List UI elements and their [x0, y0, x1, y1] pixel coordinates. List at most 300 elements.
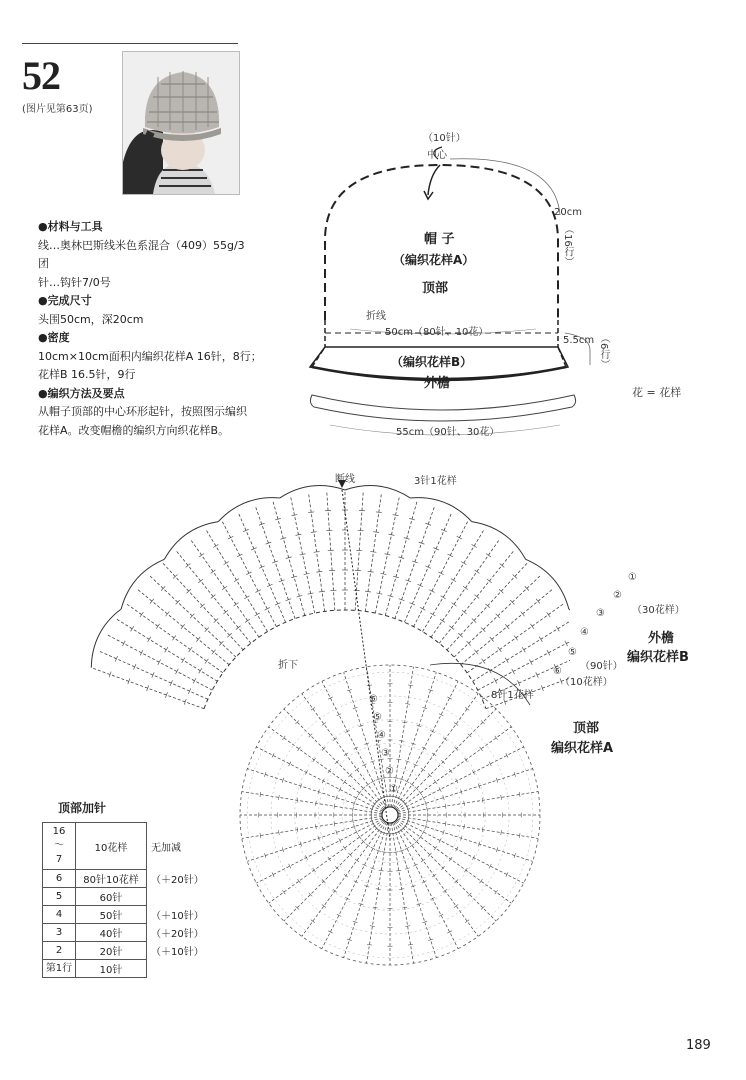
brim-crossbar	[265, 607, 270, 610]
brim-crossbar	[224, 562, 229, 565]
brim-crossbar	[365, 591, 371, 592]
brim-crossbar	[181, 624, 185, 629]
top-crossbar	[316, 824, 317, 829]
pattern-b-chart-title: 编织花样B	[627, 650, 689, 665]
top-crossbar	[298, 747, 301, 751]
top-crossbar	[371, 780, 375, 782]
brim-crossbar	[140, 612, 143, 617]
brim-crossbar	[486, 553, 491, 556]
top-crossbar	[422, 830, 424, 834]
top-crossbar	[419, 835, 422, 839]
top-crossbar	[311, 707, 315, 710]
top-crossbar	[355, 830, 357, 834]
top-crossbar	[447, 697, 451, 699]
top-crossbar	[344, 753, 348, 756]
brim-rows-label: （6行）	[598, 333, 609, 370]
st10-label: （10花样）	[560, 677, 613, 688]
top-stitch	[395, 694, 478, 809]
pattern-number: 52	[22, 53, 60, 98]
brim-crossbar	[198, 579, 203, 583]
brim-crossbar	[148, 637, 151, 642]
top-crossbar	[358, 791, 361, 795]
top-crossbar	[421, 768, 425, 771]
top-crossbar	[427, 818, 428, 823]
top-crossbar	[322, 847, 324, 851]
brim-crossbar	[373, 532, 379, 533]
top-crossbar	[344, 874, 348, 877]
top-crossbar	[337, 914, 341, 916]
top-crossbar	[405, 703, 410, 704]
brim-crossbar	[186, 564, 191, 568]
brim-crossbar	[522, 647, 525, 652]
row-number: 3	[43, 924, 76, 942]
top-crossbar	[464, 758, 467, 762]
top-crossbar	[456, 847, 458, 851]
top-crossbar	[355, 859, 359, 862]
top-crossbar	[501, 830, 502, 835]
table-row	[43, 870, 218, 888]
top-crossbar	[501, 795, 502, 800]
top-crossbar	[393, 852, 398, 853]
top-round-number: ③	[381, 748, 390, 759]
top-crossbar	[402, 722, 407, 723]
fold-down-label: 折下	[278, 660, 298, 671]
increase-note: （＋10针）	[151, 911, 204, 922]
brim-crossbar	[536, 599, 540, 604]
yarn-line-2: 团	[38, 257, 49, 270]
top-crossbar	[413, 864, 417, 866]
stitch-count: 60针	[76, 888, 147, 906]
top-crossbar	[367, 685, 372, 686]
brim-crossbar	[370, 552, 376, 553]
top-crossbar	[419, 791, 422, 795]
brim-scallop	[526, 559, 569, 609]
top-crossbar	[408, 944, 413, 945]
brim-crossbar	[131, 626, 134, 631]
brim-label: 外檐	[424, 376, 451, 391]
top-crossbar	[427, 807, 428, 812]
top-crossbar	[260, 833, 261, 838]
stitch-count: 80针10花样	[76, 870, 147, 888]
page-number: 189	[686, 1038, 711, 1053]
top-crossbar	[445, 804, 446, 809]
top-crossbar	[353, 807, 354, 812]
top-crossbar	[408, 685, 413, 686]
brim-crossbar	[461, 562, 466, 565]
top-crossbar	[443, 889, 447, 892]
top-crossbar	[422, 796, 424, 800]
size-line: 头围50cm，深20cm	[38, 312, 144, 326]
top-crossbar	[278, 795, 279, 800]
top-stitch	[398, 816, 538, 838]
table-row	[43, 960, 218, 978]
top-crossbar	[333, 889, 337, 892]
increase-table	[42, 822, 218, 978]
top-stitch	[392, 672, 436, 807]
top-crossbar	[345, 730, 349, 732]
repeat-b-label: 3针1花样	[414, 476, 457, 487]
brim-crossbar	[438, 572, 443, 575]
top-crossbar	[519, 792, 520, 797]
stitch-count: 10花样	[76, 823, 147, 870]
brim-crossbar	[463, 586, 468, 589]
top-stitch	[396, 821, 496, 921]
top-crossbar	[382, 852, 387, 853]
brim-crossbar	[308, 512, 314, 513]
brim-crossbar	[182, 658, 185, 663]
top-crossbar	[506, 872, 508, 876]
pattern-a-label: （编织花样A）	[393, 253, 475, 267]
top-crossbar	[322, 779, 324, 783]
row-number: 5	[43, 888, 76, 906]
brim-crossbar	[246, 572, 251, 575]
top-stitch	[284, 821, 384, 921]
brim-crossbar	[255, 613, 260, 616]
top-crossbar	[313, 758, 316, 762]
top-stitch	[396, 709, 496, 809]
brim-crossbar	[376, 512, 382, 513]
size-heading: ●完成尺寸	[38, 294, 92, 307]
top-stitch	[269, 820, 384, 903]
top-crossbar	[422, 881, 426, 883]
brim-crossbar	[158, 659, 161, 664]
top-crossbar	[328, 931, 332, 933]
brim-crossbar	[319, 591, 325, 592]
brim-crossbar	[234, 579, 239, 582]
increase-note: （＋20针）	[151, 875, 204, 886]
top-crossbar	[405, 780, 409, 782]
photo-reference: (图片见第63页)	[22, 104, 93, 115]
top-crossbar	[297, 827, 298, 832]
top-crossbar	[430, 897, 434, 899]
brim-scallop	[569, 609, 570, 668]
top-crossbar	[405, 847, 409, 849]
brim-crossbar	[193, 678, 196, 683]
row-number: 第1行	[43, 960, 76, 978]
top-crossbar	[370, 926, 375, 927]
brim-scallop	[345, 486, 410, 498]
pattern-b-label: （编织花样B）	[391, 355, 473, 369]
brim-crossbar	[122, 641, 125, 646]
top-crossbar	[432, 874, 436, 877]
st30-label: （30花样）	[632, 605, 685, 616]
top-crossbar	[482, 827, 483, 832]
brim-round-number: ④	[580, 627, 589, 638]
top-crossbar	[272, 872, 274, 876]
top-crossbar	[379, 870, 384, 871]
increase-note: （＋20针）	[151, 929, 204, 940]
top-chart-title: 顶部	[573, 721, 600, 736]
top-crossbar	[439, 838, 441, 842]
top-crossbar	[278, 830, 279, 835]
top-stitch	[391, 823, 413, 963]
top-crossbar	[355, 796, 357, 800]
top-stitch	[398, 792, 538, 814]
top-crossbar	[434, 846, 437, 850]
top-crossbar	[337, 714, 341, 716]
top-round-number: ⑤	[373, 712, 382, 723]
top-crossbar	[495, 736, 498, 740]
top-crossbar	[366, 844, 370, 847]
top-crossbar	[447, 931, 451, 933]
brim-crossbar	[234, 603, 239, 606]
top-stitch	[367, 823, 389, 963]
top-crossbar	[298, 879, 301, 883]
brim-crossbar	[556, 626, 559, 631]
top-crossbar	[495, 890, 498, 894]
magic-ring	[382, 807, 398, 823]
top-crossbar	[506, 753, 508, 757]
top-stitch	[395, 821, 478, 936]
method-line-1: 从帽子顶部的中心环形起针，按照图示编织	[38, 405, 247, 418]
brim-scallop	[280, 486, 345, 498]
top-crossbar	[393, 778, 398, 779]
top-crossbar	[282, 890, 285, 894]
top-crossbar	[464, 824, 465, 829]
brim-scallop	[410, 498, 471, 522]
brim-crossbar	[189, 647, 192, 652]
top-crossbar	[305, 855, 307, 859]
top-crossbar	[430, 730, 434, 732]
top-crossbar	[355, 768, 359, 771]
top-stitch	[284, 709, 384, 809]
materials-block	[38, 218, 278, 440]
top-stitch	[396, 820, 511, 903]
table-row	[43, 823, 218, 870]
brim-crossbar	[505, 624, 509, 629]
table-row	[43, 924, 218, 942]
top-crossbar	[519, 833, 520, 838]
center-label: 中心	[427, 150, 447, 161]
brim-crossbar	[244, 596, 249, 599]
top-stitch	[344, 823, 388, 958]
top-crossbar	[367, 944, 372, 945]
brim-scallop	[218, 498, 279, 522]
top-crossbar	[260, 792, 261, 797]
top-crossbar	[272, 753, 274, 757]
hook-line: 针…钩针7/0号	[38, 275, 111, 289]
brim-crossbar	[165, 647, 168, 652]
brim-crossbar	[236, 626, 241, 630]
brim-crossbar	[475, 595, 480, 599]
top-crossbar	[396, 759, 401, 760]
row-number: 2	[43, 942, 76, 960]
top-crossbar	[322, 723, 326, 726]
brim-crossbar	[449, 626, 454, 630]
brim-crossbar	[441, 596, 446, 599]
top-crossbar	[333, 738, 337, 741]
brim-crossbar	[140, 650, 143, 655]
brim-crossbar	[430, 613, 435, 616]
break-yarn-label: 断线	[335, 474, 355, 485]
method-heading: ●编织方法及要点	[38, 386, 125, 400]
hat-label: 帽 子	[424, 232, 455, 247]
brim-crossbar	[175, 669, 178, 674]
table-row	[43, 942, 218, 960]
height-label: 20cm	[554, 207, 582, 218]
top-crossbar	[334, 821, 335, 826]
top-crossbar	[313, 868, 316, 872]
top-crossbar	[421, 859, 425, 862]
brim-crossbar	[150, 599, 154, 604]
top-crossbar	[282, 736, 285, 740]
top-crossbar	[311, 920, 315, 923]
method-line-2: 花样A。改变帽檐的编织方向织花样B。	[38, 423, 230, 437]
top-crossbar	[439, 787, 441, 791]
increase-note	[147, 888, 218, 906]
top-crossbar	[405, 926, 410, 927]
stitch-count: 40针	[76, 924, 147, 942]
yarn-line-1: 线…奥林巴斯线米色系混合（409）55g/3	[38, 238, 245, 252]
brim-crossbar	[490, 637, 494, 642]
top-crossbar	[439, 714, 443, 716]
top-stitch	[302, 694, 385, 809]
top-crossbar	[480, 879, 483, 883]
top-crossbar	[410, 783, 414, 786]
top-stitch	[242, 792, 382, 814]
brim-crossbar	[565, 641, 568, 646]
gauge-line-1: 10cm×10cm面积内编织花样A 16针，8行；	[38, 349, 262, 363]
top-crossbar	[343, 846, 346, 850]
circumference-label: 50cm（80针、10花）	[385, 327, 489, 338]
top-crossbar	[489, 864, 491, 868]
stitch-count: 10针	[76, 960, 147, 978]
brim-round-number: ①	[628, 572, 637, 583]
brim-crossbar	[156, 624, 159, 629]
brim-crossbar	[512, 669, 515, 674]
top-stitch	[398, 817, 533, 861]
top-crossbar	[373, 907, 378, 908]
hat-schematic	[290, 125, 630, 445]
brim-crossbar	[199, 553, 204, 556]
brim-crossbar	[530, 624, 533, 629]
brim-strip	[310, 395, 575, 421]
top-crossbar	[465, 707, 469, 710]
brim-crossbar	[420, 607, 425, 610]
top-crossbar	[439, 914, 443, 916]
table-row	[43, 888, 218, 906]
brim-crossbar	[316, 571, 322, 572]
top-crossbar	[322, 905, 326, 908]
brim-crossbar	[223, 610, 228, 614]
top-crossbar	[464, 801, 465, 806]
top-crossbar	[402, 907, 407, 908]
top-stitch	[392, 823, 436, 958]
row-number: 6	[43, 870, 76, 888]
brim-crossbar	[547, 612, 550, 617]
brim-crossbar	[472, 544, 477, 547]
repeat-a-label: 8针1花样	[491, 690, 534, 701]
brim-crossbar	[311, 532, 317, 533]
top-stitch	[247, 817, 382, 861]
top-round-number: ⑥	[369, 694, 378, 705]
top-crossbar	[482, 798, 483, 803]
brim-crossbar	[529, 659, 532, 664]
legend-label: 花 = 花样	[632, 386, 682, 399]
top-crossbar	[289, 762, 291, 766]
top-crossbar	[328, 769, 331, 773]
top-crossbar	[328, 857, 331, 861]
top-round-number: ②	[385, 766, 394, 777]
top-stitch	[398, 769, 533, 813]
top-crossbar	[449, 769, 452, 773]
top-crossbar	[454, 723, 458, 726]
brim-crossbar	[498, 647, 501, 652]
brim-crossbar	[368, 571, 374, 572]
top-round-number: ④	[377, 730, 386, 741]
header-rule	[22, 43, 238, 44]
brim-crossbar	[474, 570, 479, 573]
gauge-line-2: 花样B 16.5针，9行	[38, 368, 136, 381]
brim-crossbar	[205, 659, 208, 664]
gauge-heading: ●密度	[38, 331, 70, 344]
brim-crossbar	[514, 635, 517, 640]
top-round-number: ①	[389, 784, 398, 795]
top-crossbar	[297, 798, 298, 803]
increase-note: （＋10针）	[151, 947, 204, 958]
brim-chart-title: 外檐	[648, 631, 675, 646]
top-crossbar	[434, 780, 437, 784]
top-crossbar	[443, 738, 447, 741]
top-stitch-count: （10针）	[423, 133, 466, 144]
brim-crossbar	[505, 658, 508, 663]
brim-crossbar	[165, 612, 169, 617]
top-crossbar	[410, 844, 414, 847]
brim-crossbar	[482, 659, 485, 664]
brim-crossbar	[255, 590, 260, 593]
top-crossbar	[445, 821, 446, 826]
brim-crossbar	[172, 635, 175, 640]
brim-crossbar	[314, 552, 320, 553]
brim-round-number: ③	[596, 608, 605, 619]
top-crossbar	[316, 801, 317, 806]
stitch-count: 50针	[76, 906, 147, 924]
brim-crossbar	[212, 650, 216, 655]
brim-crossbar	[245, 619, 250, 622]
materials-heading: ●材料与工具	[38, 220, 103, 233]
brim-fan-diagram	[91, 486, 570, 709]
brim-crossbar	[228, 536, 233, 539]
top-crossbar	[382, 778, 387, 779]
top-crossbar	[399, 741, 404, 742]
top-stitch	[269, 727, 384, 810]
brim-crossbar	[448, 554, 453, 557]
st90-label: （90针）	[580, 661, 623, 672]
top-crossbar	[289, 864, 291, 868]
top-crossbar	[354, 881, 358, 883]
top-crossbar	[354, 747, 358, 749]
top-stitch	[302, 821, 385, 936]
brim-crossbar	[547, 650, 550, 655]
brim-crossbar	[521, 612, 525, 617]
brim-scallop	[121, 559, 164, 609]
top-crossbar	[454, 905, 458, 908]
brim-crossbar	[440, 619, 445, 622]
top-crossbar	[396, 870, 401, 871]
top-stitch	[247, 769, 382, 813]
center-arrow	[428, 165, 440, 195]
brim-crossbar	[457, 536, 462, 539]
top-crossbar	[371, 847, 375, 849]
top-crossbar	[362, 764, 366, 766]
top-crossbar	[422, 747, 426, 749]
brim-stitch	[478, 634, 570, 690]
top-crossbar	[480, 747, 483, 751]
brim-crossbar	[474, 650, 478, 655]
top-crossbar	[343, 780, 346, 784]
top-label: 顶部	[422, 281, 449, 296]
brim-crossbar	[494, 678, 497, 683]
